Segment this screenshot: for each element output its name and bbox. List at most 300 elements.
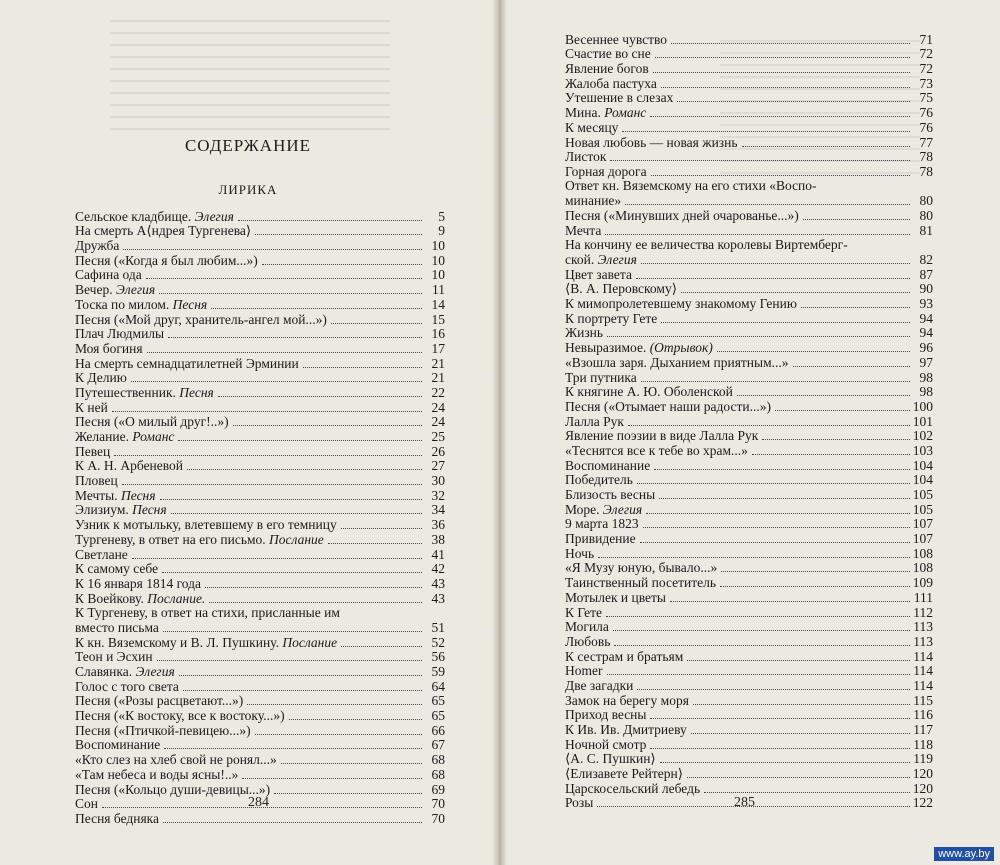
toc-entry [75,811,445,826]
leader-dots [650,718,910,719]
toc-entry [75,562,445,577]
show-through-texture [110,20,390,130]
toc-entry [565,737,933,752]
toc-entry [565,355,933,370]
entry-title: 9 марта 1823 [565,516,639,532]
entry-title: Ночной смотр [565,736,647,752]
toc-entry [565,722,933,737]
leader-dots [640,542,910,543]
entry-title: Новая любовь — новая жизнь [565,134,738,150]
toc-entry [75,517,445,532]
entry-page-number: 59 [431,664,445,679]
entry-page-number: 103 [912,442,933,458]
entry-page-number: 97 [919,354,933,370]
leader-dots [622,131,910,132]
leader-dots [636,278,910,279]
toc-entry [75,723,445,738]
entry-title: Розы [565,795,594,811]
entry-title: ⟨В. А. Перовскому⟩ [565,281,677,297]
entry-title: Жалоба пастуха [565,75,657,91]
entry-page-number: 41 [431,546,445,562]
leader-dots [164,748,422,749]
toc-entry [565,531,933,546]
toc-entry [75,327,445,342]
entry-title: Счастие во сне [565,46,651,62]
entry-title: Путешественник. Песня [75,384,214,400]
toc-entry [565,326,933,341]
leader-dots [262,264,422,265]
toc-entry [565,370,933,385]
leader-dots [643,527,910,528]
toc-entry [75,444,445,459]
leader-dots [687,777,910,778]
entry-page-number: 107 [912,516,933,532]
toc-entry [75,297,445,312]
entry-page-number: 87 [919,266,933,282]
toc-entry [75,635,445,650]
toc-entry-first-line [565,238,933,253]
entry-page-number: 115 [913,692,933,708]
leader-dots [607,336,910,337]
entry-genre: Элегия [194,208,234,224]
toc-entry [565,296,933,311]
entry-title: ⟨Елизавете Рейтерн⟩ [565,766,684,782]
toc-entry [565,458,933,473]
entry-title: К мимопролетевшему знакомому Гению [565,296,797,312]
entry-title: Певец [75,443,111,459]
entry-title: Мечта [565,222,602,238]
toc-list-left [75,209,445,826]
leader-dots [677,101,910,102]
entry-page-number: 14 [431,296,445,312]
leader-dots [209,602,422,603]
leader-dots [132,558,422,559]
entry-title: К самому себе [75,561,159,577]
leader-dots [162,572,422,573]
toc-entry [565,678,933,693]
leader-dots [653,72,910,73]
toc-entry [75,341,445,356]
leader-dots [637,483,910,484]
leader-dots [242,778,422,779]
section-heading: ЛИРИКА [218,182,278,197]
entry-page-number: 21 [431,370,445,386]
entry-genre: Послание [269,531,324,547]
leader-dots [793,366,910,367]
entry-page-number: 43 [431,575,445,591]
entry-page-number: 108 [912,560,933,576]
entry-page-number: 107 [912,531,933,547]
entry-page-number: 27 [431,458,445,474]
entry-title: ⟨А. С. Пушкин⟩ [565,751,656,767]
entry-genre: Послание. [147,590,206,606]
toc-entry [565,135,933,150]
entry-genre: Песня [121,487,156,503]
leader-dots [803,219,910,220]
toc-entry [75,679,445,694]
entry-page-number: 75 [919,90,933,106]
leader-dots [625,204,910,205]
toc-entry [565,252,933,267]
leader-dots [159,293,422,294]
leader-dots [660,762,910,763]
toc-entry [565,620,933,635]
leader-dots [163,631,422,632]
entry-page-number: 101 [912,413,933,429]
leader-dots [681,292,910,293]
entry-page-number: 22 [431,384,445,400]
toc-entry [75,253,445,268]
entry-page-number: 72 [919,46,933,62]
entry-page-number: 38 [431,531,445,547]
entry-title: На смерть семнадцатилетней Эрминии [75,355,299,371]
leader-dots [183,690,422,691]
toc-entry [565,708,933,723]
leader-dots [687,660,910,661]
leader-dots [742,146,910,147]
entry-title: минание» [565,193,622,209]
site-watermark: www.ay.by [934,847,994,861]
leader-dots [218,396,422,397]
leader-dots [238,220,422,221]
leader-dots [762,439,909,440]
entry-page-number: 34 [431,502,445,518]
entry-title: Песня («Птичкой-певицею...») [75,722,251,738]
entry-page-number: 104 [912,457,933,473]
entry-title: Узник к мотыльку, влетевшему в его темницу [75,517,337,533]
entry-title: Царскосельский лебедь [565,780,701,796]
toc-entry [565,164,933,179]
toc-entry [565,385,933,400]
entry-page-number: 25 [431,429,445,444]
entry-title: Утешение в слезах [565,90,674,106]
entry-title: вместо письма [75,619,159,635]
leader-dots [147,352,422,353]
entry-title: «Там небеса и воды ясны!..» [75,766,239,782]
leader-dots [670,601,910,602]
entry-title: К Ив. Ив. Дмитриеву [565,722,687,737]
toc-entry [565,517,933,532]
entry-title: Воспоминание [565,457,651,473]
toc-entry [565,282,933,297]
entry-title: К ней [75,399,108,415]
toc-entry [75,591,445,606]
toc-entry [565,194,933,209]
leader-dots [693,704,910,705]
entry-page-number: 10 [431,238,445,254]
entry-title: Славянка. Элегия [75,664,175,679]
entry-title: Явление поэзии в виде Лалла Рук [565,428,759,444]
entry-title: Песня бедняка [75,810,160,826]
entry-page-number: 65 [431,708,445,724]
toc-entry [75,488,445,503]
entry-page-number: 70 [431,810,445,826]
entry-title: Светлане [75,546,128,562]
entry-title: Привидение [565,531,636,547]
entry-title: Могила [565,619,609,635]
toc-entry [565,340,933,355]
leader-dots [628,425,910,426]
leader-dots [171,513,422,514]
leader-dots [331,323,422,324]
toc-entry [75,385,445,400]
entry-title: На смерть А⟨ндрея Тургенева⟩ [75,223,252,239]
entry-genre: Элегия [602,501,643,517]
entry-page-number: 32 [431,487,445,503]
entry-page-number: 109 [912,575,933,591]
entry-title: «Кто слез на хлеб свой не ронял...» [75,752,277,768]
entry-title: Тургеневу, в ответ на его письмо. Послание [75,531,324,547]
entry-page-number: 80 [919,207,933,223]
toc-entry [75,238,445,253]
toc-entry [75,268,445,283]
entry-page-number: 113 [913,619,933,635]
entry-title: Весеннее чувство [565,31,668,47]
entry-title: Плач Людмилы [75,326,165,342]
toc-entry [75,209,445,224]
entry-page-number: 66 [431,722,445,738]
toc-entry [75,532,445,547]
entry-title: Сельское кладбище. Элегия [75,208,234,224]
entry-title: Листок [565,149,607,165]
toc-entry [75,371,445,386]
leader-dots [157,660,422,661]
toc-entry [565,781,933,796]
entry-page-number: 80 [919,193,933,209]
toc-entry [565,208,933,223]
toc-entry-first-line [75,606,445,621]
entry-title: «Теснятся все к тебе во храм...» [565,442,748,458]
entry-title: Любовь [565,633,611,649]
entry-genre: Элегия [135,664,175,679]
entry-page-number: 114 [913,677,933,693]
entry-page-number: 69 [431,781,445,797]
entry-genre: Элегия [597,252,637,267]
entry-page-number: 114 [913,663,933,679]
toc-entry [75,547,445,562]
entry-page-number: 105 [912,487,933,502]
toc-entry [75,503,445,518]
entry-page-number: 81 [919,222,933,238]
leader-dots [659,498,910,499]
entry-page-number: 77 [919,134,933,150]
entry-page-number: 105 [912,501,933,517]
entry-title: Мотылек и цветы [565,589,666,605]
entry-title: Близость весны [565,487,656,502]
entry-title: Явление богов [565,61,649,77]
entry-title: К 16 января 1814 года [75,575,202,591]
entry-title: «Я Музу юную, бывало...» [565,560,718,576]
entry-title: Таинственный посетитель [565,575,717,591]
entry-page-number: 120 [912,766,933,782]
entry-title: Две загадки [565,677,634,693]
toc-entry [75,400,445,415]
entry-title: Моя богиня [75,340,143,356]
entry-page-number: 100 [912,398,933,414]
entry-title: Дружба [75,238,120,254]
entry-title: К Тургеневу, в ответ на стихи, присланные им [75,604,340,620]
leader-dots [341,646,422,647]
toc-entry [565,693,933,708]
leader-dots [655,57,910,58]
contents-title: СОДЕРЖАНИЕ [184,136,312,155]
entry-genre: Романс [132,429,175,444]
entry-genre: Послание [282,634,338,650]
leader-dots [717,351,910,352]
toc-entry [565,664,933,679]
entry-title: Три путника [565,369,637,385]
toc-entry [565,61,933,76]
toc-entry [565,605,933,620]
entry-page-number: 68 [431,752,445,768]
leader-dots [146,278,422,279]
entry-title: Ответ кн. Вяземскому на его стихи «Воспо- [565,177,817,193]
leader-dots [122,484,422,485]
page-number-right: 285 [734,795,755,810]
leader-dots [160,499,422,500]
leader-dots [168,337,422,338]
entry-page-number: 94 [919,310,933,326]
entry-title: Сафина ода [75,267,142,283]
toc-entry [565,414,933,429]
entry-page-number: 118 [913,736,933,752]
entry-title: Победитель [565,472,633,488]
leader-dots [114,455,422,456]
leader-dots [598,557,910,558]
toc-entry [75,620,445,635]
toc-entry [75,738,445,753]
leader-dots [613,630,910,631]
leader-dots [671,43,910,44]
leader-dots [752,454,910,455]
entry-page-number: 90 [919,281,933,297]
entry-title: Песня («Мой друг, хранитель-ангел мой...») [75,311,327,327]
entry-page-number: 96 [919,340,933,356]
leader-dots [775,410,910,411]
entry-page-number: 64 [431,678,445,694]
leader-dots [247,704,422,705]
entry-page-number: 52 [431,634,445,650]
entry-page-number: 24 [431,414,445,430]
toc-entry [75,752,445,767]
entry-page-number: 42 [431,561,445,577]
entry-page-number: 98 [919,369,933,385]
toc-entry [565,32,933,47]
entry-page-number: 10 [431,267,445,283]
entry-title: ской. Элегия [565,252,637,267]
leader-dots [163,822,422,823]
toc-entry [565,443,933,458]
entry-title: К Воейкову. Послание. [75,590,206,606]
entry-title: Воспоминание [75,737,161,753]
toc-entry [565,561,933,576]
toc-entry [565,47,933,62]
entry-title: Пловец [75,473,118,489]
entry-page-number: 65 [431,693,445,709]
leader-dots [737,395,910,396]
toc-entry [75,282,445,297]
toc-entry [75,224,445,239]
entry-page-number: 116 [913,707,933,723]
toc-entry [75,415,445,430]
entry-page-number: 119 [913,751,933,767]
entry-page-number: 15 [431,311,445,327]
entry-title: К сестрам и братьям [565,648,684,664]
toc-entry [565,590,933,605]
toc-entry [565,120,933,135]
entry-page-number: 71 [919,31,933,47]
leader-dots [233,425,422,426]
leader-dots [661,87,910,88]
entry-title: Ночь [565,545,595,561]
book-gutter [492,0,506,865]
entry-title: Замок на берегу моря [565,692,689,708]
leader-dots [274,793,422,794]
entry-page-number: 70 [431,796,445,812]
leader-dots [205,587,422,588]
toc-entry [565,223,933,238]
entry-page-number: 10 [431,252,445,268]
entry-title: Песня («Кольцо души-девицы...») [75,781,271,797]
entry-title: Теон и Эсхин [75,649,153,665]
entry-title: На кончину ее величества королевы Виртемберг- [565,236,848,252]
toc-entry [565,473,933,488]
entry-page-number: 24 [431,399,445,415]
toc-entry [75,473,445,488]
toc-entry [565,502,933,517]
toc-entry [565,429,933,444]
toc-entry [565,105,933,120]
entry-page-number: 76 [919,105,933,121]
leader-dots [255,734,422,735]
entry-genre: Элегия [115,282,156,298]
leader-dots [605,234,910,235]
leader-dots [646,513,910,514]
entry-page-number: 26 [431,443,445,459]
entry-page-number: 120 [912,780,933,796]
toc-entry [75,694,445,709]
entry-page-number: 21 [431,355,445,371]
entry-page-number: 16 [431,326,445,342]
entry-title: Песня («К востоку, все к востоку...») [75,708,285,724]
entry-page-number: 9 [438,223,445,239]
entry-page-number: 102 [912,428,933,444]
leader-dots [131,381,422,382]
entry-title: К кн. Вяземскому и В. Л. Пушкину. Послание [75,634,338,650]
leader-dots [179,675,422,676]
leader-dots [123,249,422,250]
leader-dots [112,411,422,412]
entry-title: Мина. Романс [565,105,647,121]
entry-page-number: 112 [913,604,933,620]
entry-title: Море. Элегия [565,501,643,517]
entry-title: Жизнь [565,325,604,341]
toc-entry [75,708,445,723]
entry-page-number: 104 [912,472,933,488]
entry-page-number: 36 [431,517,445,533]
toc-entry [75,356,445,371]
leader-dots [614,645,910,646]
toc-entry [565,546,933,561]
leader-dots [211,308,422,309]
entry-title: Сон [75,796,98,812]
entry-genre: Романс [604,105,647,121]
leader-dots [704,792,910,793]
leader-dots [178,440,422,441]
page-number-left: 284 [248,795,269,810]
entry-title: Элизиум. Песня [75,502,167,518]
entry-title: К месяцу [565,119,619,135]
